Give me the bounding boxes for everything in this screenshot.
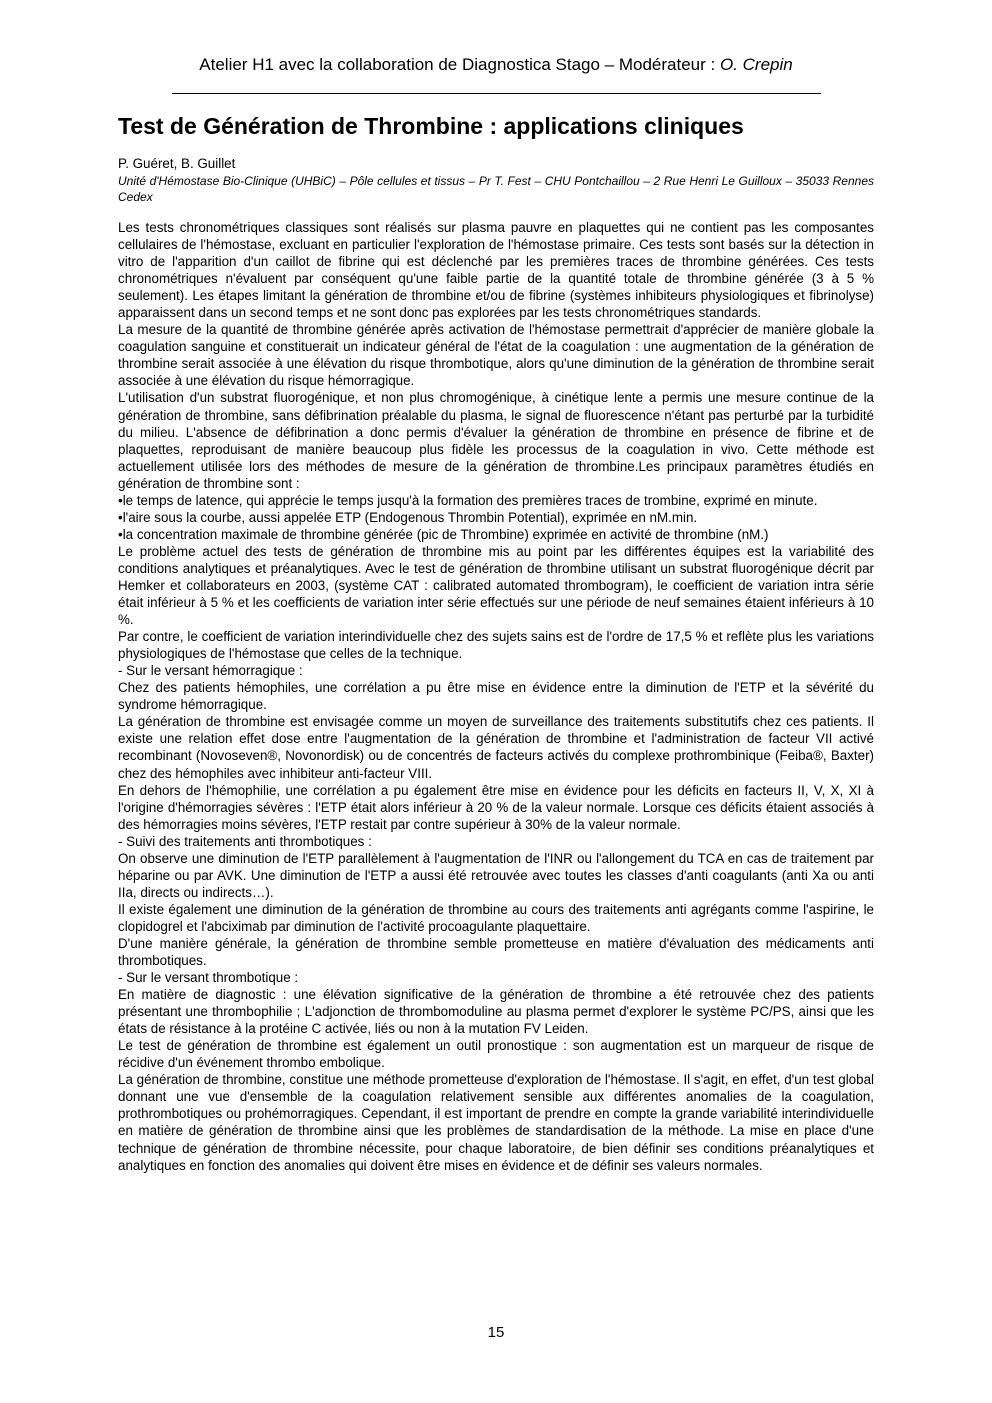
paragraph: En matière de diagnostic : une élévation significative de la génération de thrombine a été retrouvée chez des patients présentant une thrombophilie ; L'adjonction de thrombomoduline au plasma permet d'explorer le système PC/PS, ainsi que les états de résistance à la protéine C activée, liés ou non à la mutation FV Leiden. xyxy=(118,987,874,1037)
bullet-item: •le temps de latence, qui apprécie le temps jusqu'à la formation des premières traces de trombine, exprimé en minute. xyxy=(118,492,818,508)
header-rule xyxy=(172,93,821,94)
header-moderator: O. Crepin xyxy=(719,55,793,74)
article-title: Test de Génération de Thrombine : applications cliniques xyxy=(118,113,744,139)
paragraph: Les tests chronométriques classiques sont réalisés sur plasma pauvre en plaquettes qui ne contient pas les composantes cellulaires de l'hémostase, excluant en particulier l'exploration de l'hémostase primaire. Ces tests sont basés sur la détection in vitro de l'apparition d'un caillot de fibrine qui est déclenché par les premières traces de thrombine générées. Ces tests chronométriques n'évaluent par conséquent qu'une faible partie de la quantité totale de thrombine générée (3 à 5 % seulement). Les étapes limitant la génération de thrombine et/ou de fibrine (systèmes inhibiteurs physiologiques et fibrinolyse) apparaissent dans un second temps et ne sont donc pas explorées par les tests chronométriques standards. xyxy=(118,220,874,321)
section-heading: - Suivi des traitements anti thrombotiques : xyxy=(118,833,372,849)
paragraph: La mesure de la quantité de thrombine générée après activation de l'hémostase permettrait d'apprécier de manière globale la coagulation sanguine et constituerait un indicateur général de l'état de la coagulation : une augmentation de la génération de thrombine serait associée à une élévation du risque thrombotique, alors qu'une diminution de la génération de thrombine serait associée à une élévation du risque hémorragique. xyxy=(118,322,874,389)
paragraph: D'une manière générale, la génération de thrombine semble prometteuse en matière d'évaluation des médicaments anti thrombotiques. xyxy=(118,935,874,969)
bullet-item: •l'aire sous la courbe, aussi appelée ETP (Endogenous Thrombin Potential), exprimée en nM.min. xyxy=(118,509,698,525)
authors: P. Guéret, B. Guillet xyxy=(118,156,236,171)
paragraph: Il existe également une diminution de la génération de thrombine au cours des traitements anti agrégants comme l'aspirine, le clopidogrel et l'abciximab par diminution de l'activité procoagulante plaquettaire. xyxy=(118,901,874,934)
page-number: 15 xyxy=(487,1324,505,1341)
header-text: Atelier H1 avec la collaboration de Diagnostica Stago – Modérateur : xyxy=(199,55,720,74)
article-body xyxy=(118,219,874,1174)
running-header xyxy=(118,54,874,76)
section-heading: - Sur le versant thrombotique : xyxy=(118,970,299,986)
affiliation: Unité d'Hémostase Bio-Clinique (UHBiC) – Pôle cellules et tissus – Pr T. Fest – CHU Pontchaillou – 2 Rue Henri Le Guilloux – 35033 Rennes Cedex xyxy=(118,174,874,204)
paragraph: Chez des patients hémophiles, une corrélation a pu être mise en évidence entre la diminution de l'ETP et la sévérité du syndrome hémorragique. xyxy=(118,680,874,713)
paragraph: La génération de thrombine, constitue une méthode prometteuse d'exploration de l'hémostase. Il s'agit, en effet, d'un test global donnant une vue d'ensemble de la coagulation relativement sensible aux différentes anomalies de la coagulation, prothrombotiques ou prohémorragiques. Cependant, il est important de prendre en compte la grande variabilité interindividuelle en matière de génération de thrombine ainsi que les problèmes de standardisation de la méthode. La mise en place d'une technique de génération de thrombine nécessite, pour chaque laboratoire, de bien définir ses conditions préanalytiques et analytiques en fonction des anomalies qui doivent être mises en évidence et de définir ses valeurs normales. xyxy=(118,1072,874,1173)
paragraph: On observe une diminution de l'ETP parallèlement à l'augmentation de l'INR ou l'allongement du TCA en cas de traitement par héparine ou par AVK. Une diminution de l'ETP a aussi été retrouvée avec toutes les classes d'anti coagulants (anti Xa ou anti IIa, directs ou indirects…). xyxy=(118,850,874,900)
paragraph: Par contre, le coefficient de variation interindividuelle chez des sujets sains est de l'ordre de 17,5 % et reflète plus les variations physiologiques de l'hémostase que celles de la technique. xyxy=(118,629,874,662)
paragraph: Le test de génération de thrombine est également un outil pronostique : son augmentation est un marqueur de risque de récidive d'un événement thrombo embolique. xyxy=(118,1038,874,1071)
paragraph: Le problème actuel des tests de génération de thrombine mis au point par les différentes équipes est la variabilité des conditions analytiques et préanalytiques. Avec le test de génération de thrombine utilisant un substrat fluorogénique décrit par Hemker et collaborateurs en 2003, (système CAT : calibrated automated thrombogram), le coefficient de variation intra série était inférieur à 5 % et les coefficients de variation inter série effectués sur une période de neuf semaines étaient inférieurs à 10 %. xyxy=(118,543,874,628)
section-heading: - Sur le versant hémorragique : xyxy=(118,663,303,679)
paragraph: L'utilisation d'un substrat fluorogénique, et non plus chromogénique, à cinétique lente a permis une mesure continue de la génération de thrombine, sans défibrination préalable du plasma, le signal de fluorescence n'étant pas perturbé par la turbidité du milieu. L'absence de défibrination a donc permis d'évaluer la génération de thrombine en présence de fibrine et de plaquettes, reproduisant de manière beaucoup plus fidèle les processus de la coagulation in vivo. Cette méthode est actuellement utilisée lors des méthodes de mesure de la génération de thrombine.Les principaux paramètres étudiés en génération de thrombine sont : xyxy=(118,390,874,491)
paragraph: En dehors de l'hémophilie, une corrélation a pu également être mise en évidence pour les déficits en facteurs II, V, X, XI à l'origine d'hémorragies sévères : l'ETP était alors inférieur à 20 % de la valeur normale. Lorsque ces déficits étaient associés à des hémorragies moins sévères, l'ETP restait par contre supérieur à 30% de la valeur normale. xyxy=(118,782,874,832)
paragraph: La génération de thrombine est envisagée comme un moyen de surveillance des traitements substitutifs chez ces patients. Il existe une relation effet dose entre l'augmentation de la génération de thrombine et l'administration de facteur VII activé recombinant (Novoseven®, Novonordisk) ou de concentrés de facteurs activés du complexe prothrombinique (Feiba®, Baxter) chez des hémophiles avec inhibiteur anti-facteur VIII. xyxy=(118,714,874,781)
bullet-item: •la concentration maximale de thrombine générée (pic de Thrombine) exprimée en activité de thrombine (nM.) xyxy=(118,526,769,542)
